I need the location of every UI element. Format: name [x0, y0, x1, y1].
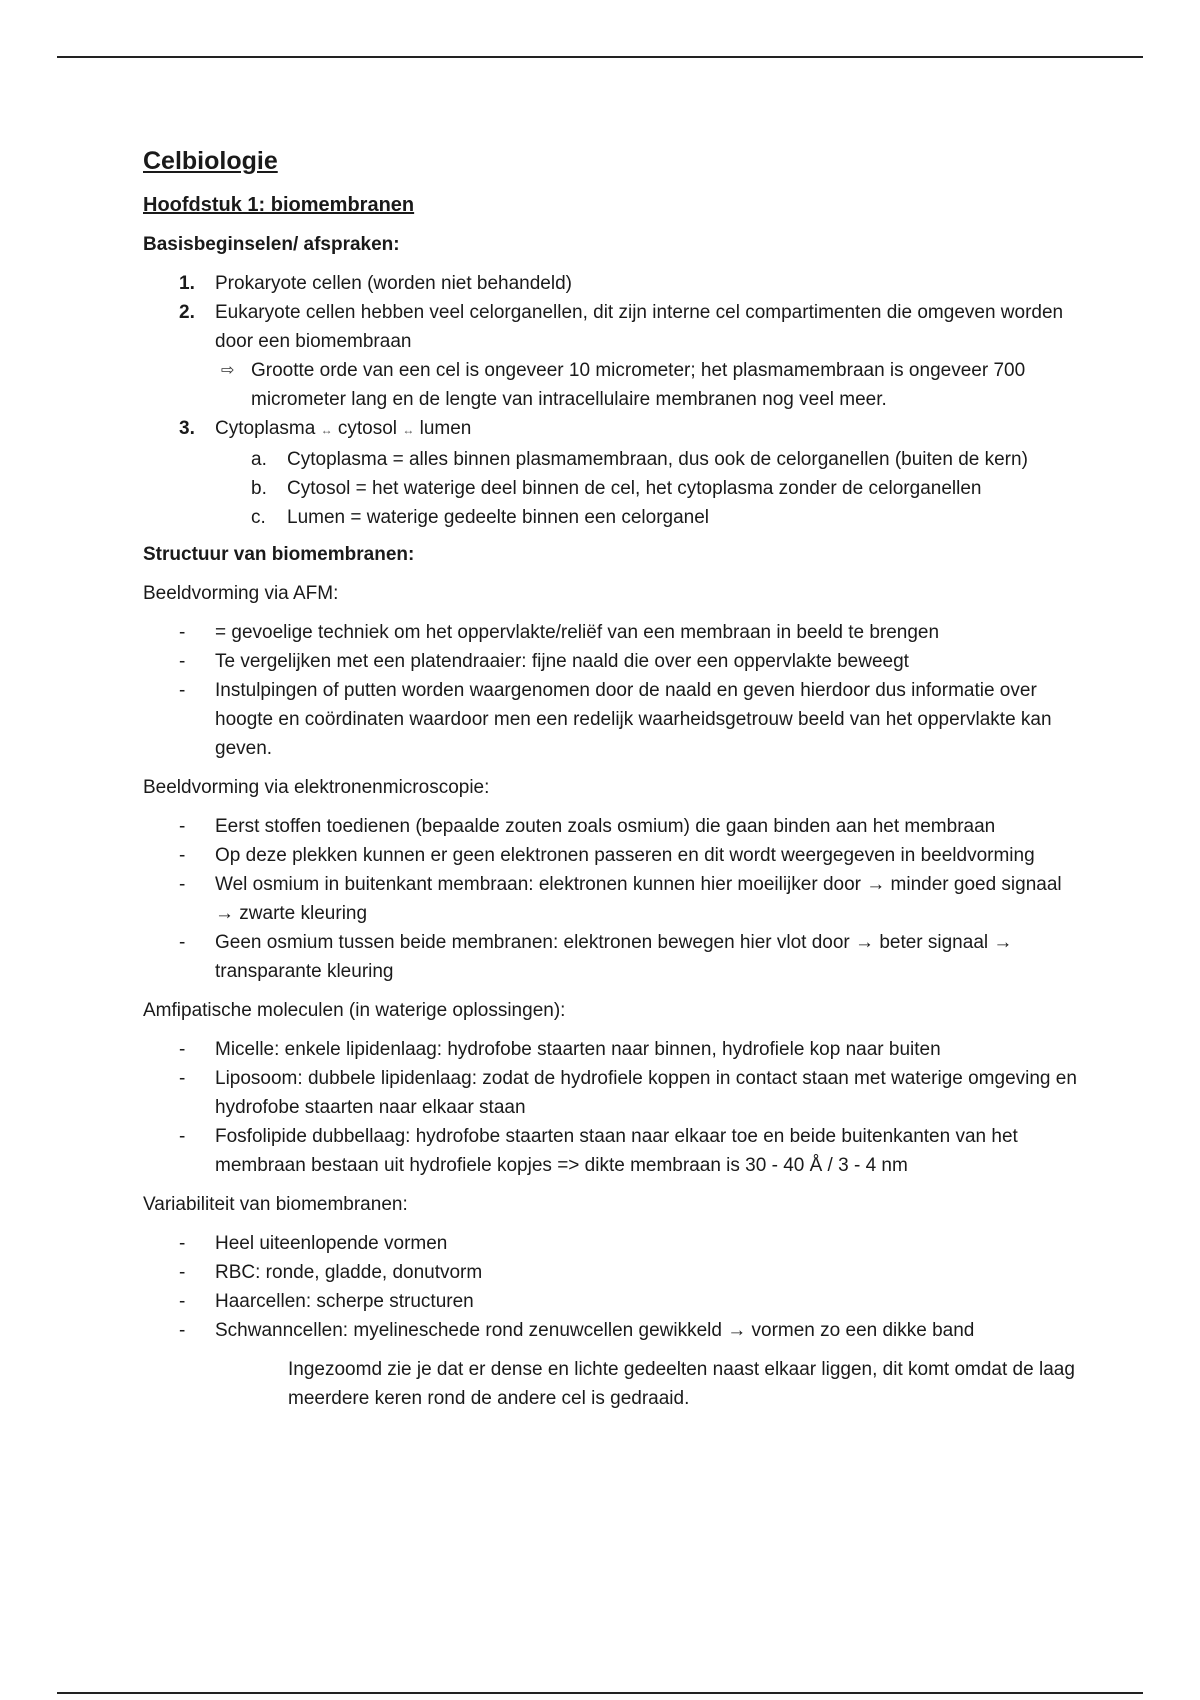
- var-note: Ingezoomd zie je dat er dense en lichte gedeelten naast elkaar liggen, dit komt omdat de laag meerdere keren rond de andere cel is gedraaid.: [288, 1359, 1075, 1409]
- list-item-text: Fosfolipide dubbellaag: hydrofobe staarten staan naar elkaar toe en beide buitenkanten van het membraan bestaan uit hydrofiele kopjes => dikte membraan is 30 - 40 Å / 3 - 4 nm: [215, 1126, 1018, 1176]
- list-item: [143, 1258, 1083, 1287]
- term-cytoplasma: Cytoplasma: [215, 418, 316, 439]
- list-item: [143, 1035, 1083, 1064]
- list-item: [143, 618, 1083, 647]
- list-item-text: RBC: ronde, gladde, donutvorm: [215, 1262, 483, 1283]
- dash-marker: -: [179, 1068, 186, 1089]
- basics-item-1: [143, 269, 1083, 298]
- list-item-text: Geen osmium tussen beide membranen: elektronen bewegen hier vlot door → beter signaal → transparante kleuring: [215, 932, 1013, 982]
- list-item-text: Wel osmium in buitenkant membraan: elektronen kunnen hier moeilijker door → minder goed signaal → zwarte kleuring: [215, 874, 1062, 924]
- document-title: Celbiologie: [143, 147, 278, 175]
- list-item-text: Heel uiteenlopende vormen: [215, 1233, 448, 1254]
- alpha-marker: b.: [251, 478, 267, 499]
- list-item: [143, 1316, 1083, 1345]
- dash-marker: -: [179, 874, 186, 895]
- alpha-marker: a.: [251, 449, 267, 470]
- double-arrow-icon: ↔: [320, 423, 333, 437]
- list-item-text: Schwanncellen: myelineschede rond zenuwcellen gewikkeld → vormen zo een dikke band: [215, 1320, 975, 1341]
- subitem-text: Cytosol = het waterige deel binnen de cel, het cytoplasma zonder de celorganellen: [287, 478, 982, 499]
- afm-heading: Beeldvorming via AFM:: [143, 583, 339, 604]
- amfi-list: [143, 1035, 1083, 1180]
- list-item: [143, 1229, 1083, 1258]
- basics-item-3: [143, 414, 1083, 532]
- list-item: [143, 647, 1083, 676]
- dash-marker: -: [179, 651, 186, 672]
- em-heading: Beeldvorming via elektronenmicroscopie:: [143, 777, 490, 798]
- list-item: [143, 676, 1083, 763]
- list-item-text: = gevoelige techniek om het oppervlakte/reliëf van een membraan in beeld te brengen: [215, 622, 940, 643]
- dash-marker: -: [179, 932, 186, 953]
- list-item-text: Eerst stoffen toedienen (bepaalde zouten zoals osmium) die gaan binden aan het membraan: [215, 816, 996, 837]
- chapter-heading: Hoofdstuk 1: biomembranen: [143, 194, 415, 216]
- list-item: [143, 812, 1083, 841]
- amfi-heading: Amfipatische moleculen (in waterige oplossingen):: [143, 1000, 566, 1021]
- footer-rule: [57, 1692, 1143, 1694]
- list-item-text: Eukaryote cellen hebben veel celorganellen, dit zijn interne cel compartimenten die omgeven worden door een biomembraan: [215, 302, 1064, 352]
- alpha-subitem: [215, 503, 1083, 532]
- term-cytosol: cytosol: [337, 418, 398, 439]
- dash-marker: -: [179, 1126, 186, 1147]
- alpha-marker: c.: [251, 507, 266, 528]
- document-page: [143, 144, 1083, 1423]
- list-item: [143, 841, 1083, 870]
- list-number: 1.: [179, 273, 195, 294]
- list-item-text: Haarcellen: scherpe structuren: [215, 1291, 474, 1312]
- dash-marker: -: [179, 680, 186, 701]
- header-rule: [57, 56, 1143, 58]
- structure-heading: Structuur van biomembranen:: [143, 544, 415, 565]
- dash-marker: -: [179, 816, 186, 837]
- dash-marker: -: [179, 845, 186, 866]
- dash-marker: -: [179, 1320, 186, 1341]
- list-item-text: Micelle: enkele lipidenlaag: hydrofobe staarten naar binnen, hydrofiele kop naar buiten: [215, 1039, 941, 1060]
- subitem-text: Lumen = waterige gedeelte binnen een celorganel: [287, 507, 710, 528]
- list-item-text: Te vergelijken met een platendraaier: fijne naald die over een oppervlakte beweegt: [215, 651, 909, 672]
- dash-marker: -: [179, 1039, 186, 1060]
- arrow-sublist: [215, 356, 1083, 414]
- list-item-text: Instulpingen of putten worden waargenomen door de naald en geven hierdoor dus informatie over hoogte en coördinaten waardoor men een redelijk waarheidsgetrouw beeld van het oppervlakte kan geven.: [215, 680, 1052, 759]
- basics-item-2: [143, 298, 1083, 414]
- alpha-sublist: [215, 445, 1083, 532]
- var-heading: Variabiliteit van biomembranen:: [143, 1194, 408, 1215]
- list-item: [143, 928, 1083, 986]
- double-arrow-icon: ↔: [402, 423, 415, 437]
- dash-marker: -: [179, 1233, 186, 1254]
- list-item: [143, 1064, 1083, 1122]
- var-list: [143, 1229, 1083, 1345]
- list-item: [143, 870, 1083, 928]
- em-list: [143, 812, 1083, 986]
- subitem-text: Cytoplasma = alles binnen plasmamembraan, dus ook de celorganellen (buiten de kern): [287, 449, 1028, 470]
- list-item: [143, 1122, 1083, 1180]
- list-number: 2.: [179, 302, 195, 323]
- term-lumen: lumen: [419, 418, 472, 439]
- basics-heading: Basisbeginselen/ afspraken:: [143, 234, 400, 255]
- basics-list: [143, 269, 1083, 532]
- arrow-icon: ⇨: [221, 362, 235, 379]
- list-item-text: Op deze plekken kunnen er geen elektronen passeren en dit wordt weergegeven in beeldvorming: [215, 845, 1035, 866]
- alpha-subitem: [215, 474, 1083, 503]
- list-item: [143, 1287, 1083, 1316]
- arrow-subitem: [215, 356, 1083, 414]
- list-item-text: Prokaryote cellen (worden niet behandeld): [215, 273, 572, 294]
- afm-list: [143, 618, 1083, 763]
- alpha-subitem: [215, 445, 1083, 474]
- dash-marker: -: [179, 622, 186, 643]
- list-item-text: Liposoom: dubbele lipidenlaag: zodat de hydrofiele koppen in contact staan met waterige omgeving en hydrofobe staarten naar elkaar staan: [215, 1068, 1077, 1118]
- dash-marker: -: [179, 1291, 186, 1312]
- dash-marker: -: [179, 1262, 186, 1283]
- list-number: 3.: [179, 418, 195, 439]
- subitem-text: Grootte orde van een cel is ongeveer 10 micrometer; het plasmamembraan is ongeveer 700 micrometer lang en de lengte van intracellulaire membranen nog veel meer.: [251, 360, 1026, 410]
